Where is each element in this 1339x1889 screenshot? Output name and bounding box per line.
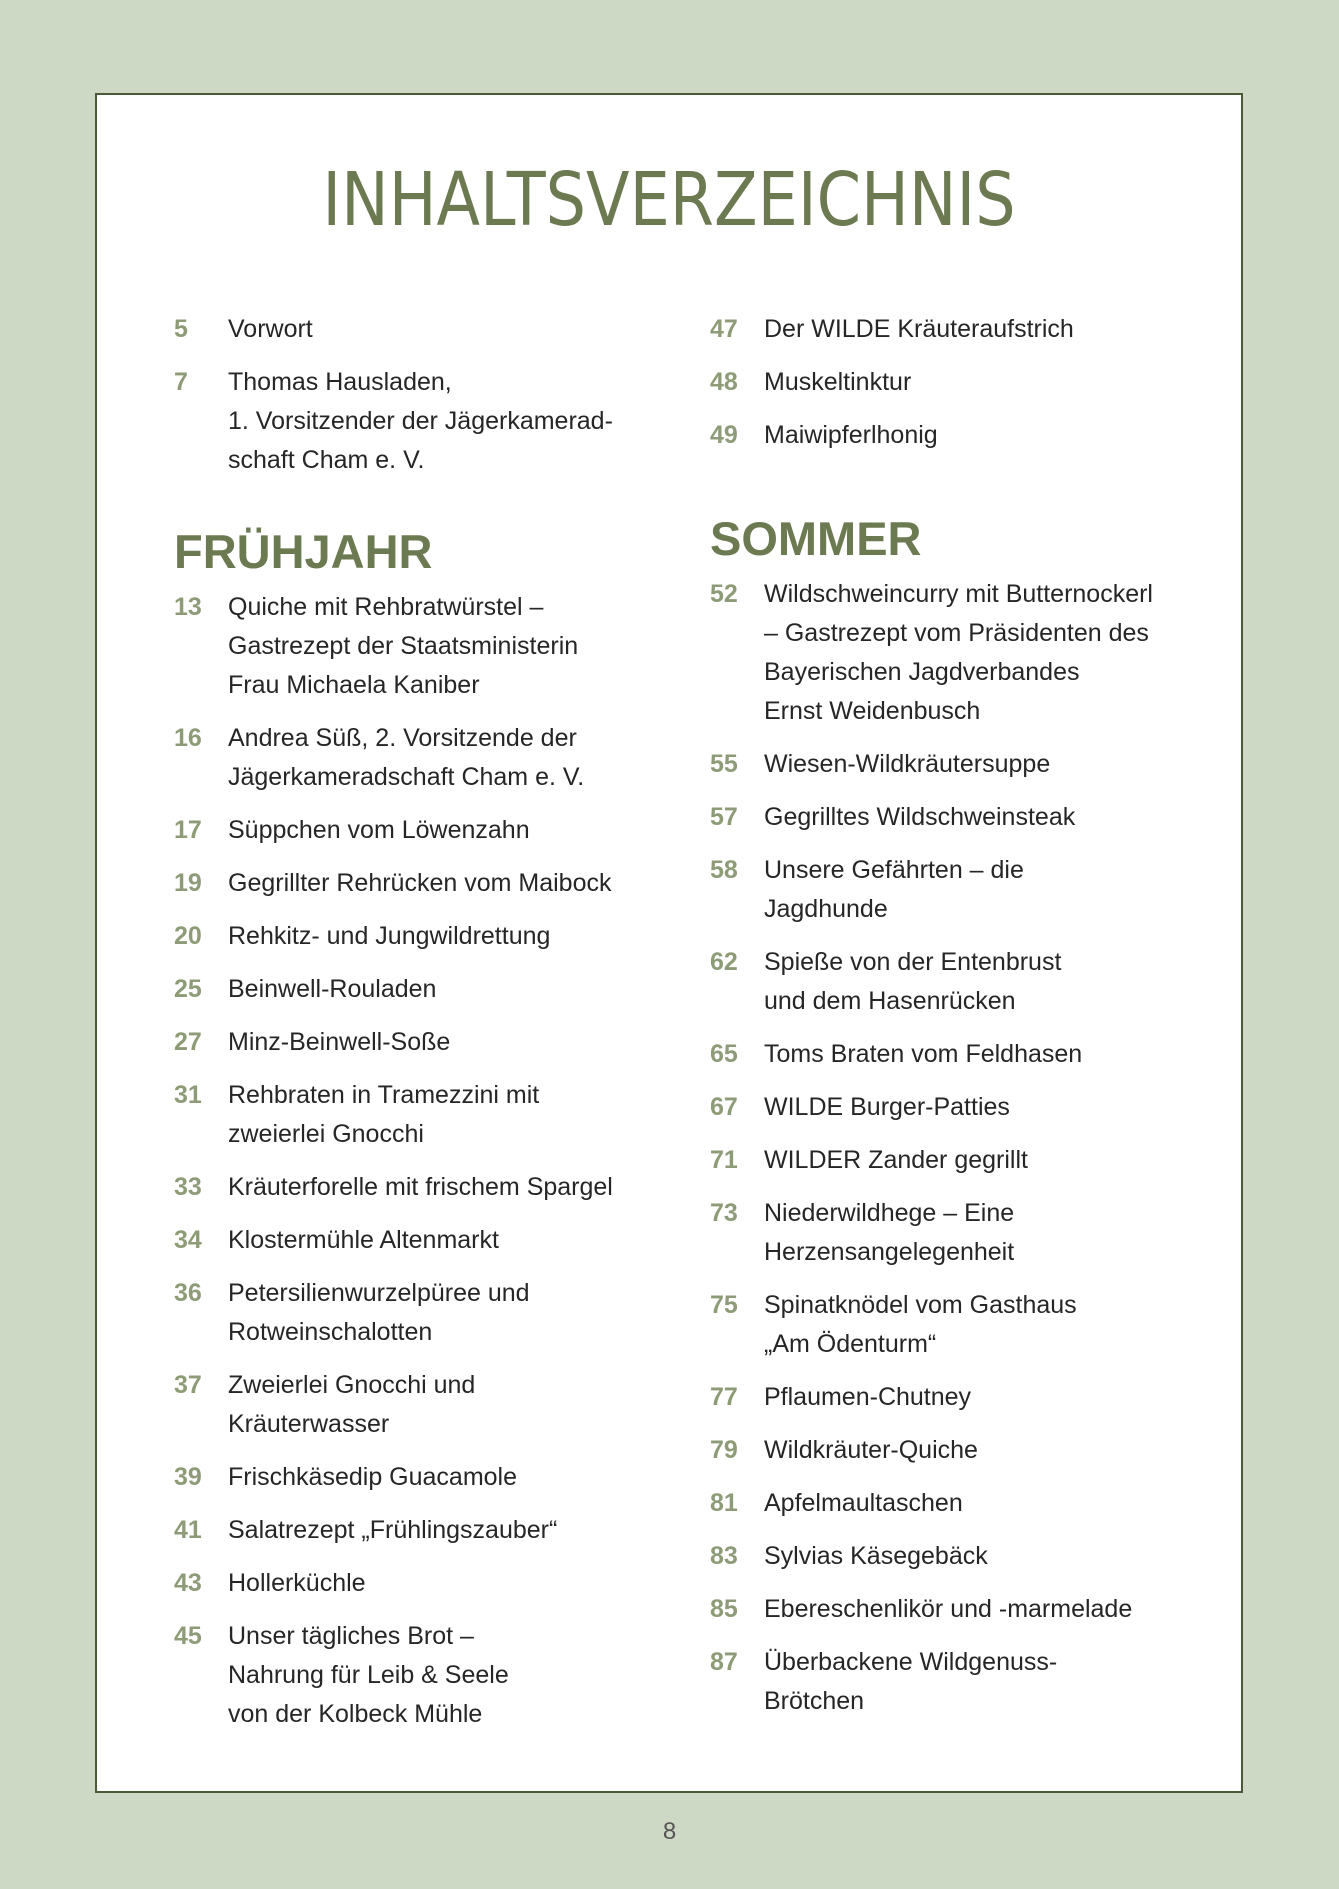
toc-entry xyxy=(710,1643,1190,1721)
toc-page-number: 83 xyxy=(710,1542,738,1570)
toc-entry-title: Gegrilltes Wildschweinsteak xyxy=(764,803,1076,831)
toc-entry-title: Überbackene Wildgenuss- Brötchen xyxy=(764,1648,1058,1715)
toc-entry xyxy=(174,1076,654,1154)
toc-entry-title: Toms Braten vom Feldhasen xyxy=(764,1040,1083,1068)
toc-entry-title: WILDE Burger-Patties xyxy=(764,1093,1010,1121)
toc-entry-title: Apfelmaultaschen xyxy=(764,1489,963,1517)
toc-entry-title: Vorwort xyxy=(228,315,313,343)
toc-entry xyxy=(710,798,1190,837)
toc-entry-title: Wiesen-Wildkräutersuppe xyxy=(764,750,1051,778)
toc-entry-title: Petersilienwurzelpüree und Rotweinschalotten xyxy=(228,1279,530,1346)
toc-page-number: 81 xyxy=(710,1489,738,1517)
toc-page-number: 5 xyxy=(174,315,188,343)
left-intro-list xyxy=(174,310,654,480)
toc-entry-title: Andrea Süß, 2. Vorsitzende der Jägerkameradschaft Cham e. V. xyxy=(228,724,585,791)
toc-entry xyxy=(710,575,1190,731)
toc-page-number: 77 xyxy=(710,1383,738,1411)
toc-entry xyxy=(174,917,654,956)
toc-entry-title: Sylvias Käsegebäck xyxy=(764,1542,988,1570)
toc-page-number: 87 xyxy=(710,1648,738,1676)
toc-entry-title: Wildschweincurry mit Butternockerl – Gastrezept vom Präsidenten des Bayerischen Jagdverbandes Ernst Weidenbusch xyxy=(764,580,1153,725)
toc-page-number: 58 xyxy=(710,856,738,884)
toc-entry xyxy=(710,1141,1190,1180)
toc-entry-title: Süppchen vom Löwenzahn xyxy=(228,816,530,844)
toc-page-number: 16 xyxy=(174,724,202,752)
toc-entry-title: Pflaumen-Chutney xyxy=(764,1383,972,1411)
toc-entry-title: WILDER Zander gegrillt xyxy=(764,1146,1028,1174)
toc-entry-title: Rehkitz- und Jungwildrettung xyxy=(228,922,551,950)
toc-page-number: 45 xyxy=(174,1622,202,1650)
toc-entry-title: Hollerküchle xyxy=(228,1569,366,1597)
toc-entry xyxy=(710,1088,1190,1127)
toc-entry-title: Unser tägliches Brot – Nahrung für Leib & Seele von der Kolbeck Mühle xyxy=(228,1622,509,1728)
toc-entry xyxy=(174,1511,654,1550)
toc-entry xyxy=(174,811,654,850)
toc-entry xyxy=(174,1023,654,1062)
toc-entry xyxy=(710,1431,1190,1470)
toc-page-number: 37 xyxy=(174,1371,202,1399)
toc-entry-title: Niederwildhege – Eine Herzensangelegenheit xyxy=(764,1199,1015,1266)
toc-entry xyxy=(710,1378,1190,1417)
toc-page-number: 49 xyxy=(710,421,738,449)
toc-entry-title: Klostermühle Altenmarkt xyxy=(228,1226,499,1254)
toc-page-number: 34 xyxy=(174,1226,202,1254)
toc-entry xyxy=(710,745,1190,784)
page-title: INHALTSVERZEICHNIS xyxy=(322,157,1016,243)
toc-page-number: 67 xyxy=(710,1093,738,1121)
toc-entry-title: Ebereschenlikör und -marmelade xyxy=(764,1595,1133,1623)
left-column xyxy=(174,310,654,1748)
toc-entry xyxy=(174,719,654,797)
toc-page-number: 75 xyxy=(710,1291,738,1319)
toc-entry-title: Der WILDE Kräuteraufstrich xyxy=(764,315,1074,343)
sommer-list xyxy=(710,575,1190,1721)
toc-page-number: 25 xyxy=(174,975,202,1003)
toc-page-number: 62 xyxy=(710,948,738,976)
toc-entry xyxy=(710,1035,1190,1074)
toc-entry xyxy=(710,1537,1190,1576)
toc-page-number: 39 xyxy=(174,1463,202,1491)
toc-page-number: 43 xyxy=(174,1569,202,1597)
toc-entry xyxy=(710,1286,1190,1364)
toc-entry xyxy=(174,588,654,705)
toc-entry xyxy=(710,310,1190,349)
toc-entry xyxy=(710,1484,1190,1523)
toc-entry xyxy=(174,1366,654,1444)
toc-entry-title: Beinwell-Rouladen xyxy=(228,975,437,1003)
toc-entry-title: Salatrezept „Frühlingszauber“ xyxy=(228,1516,558,1544)
toc-page-number: 33 xyxy=(174,1173,202,1201)
toc-entry xyxy=(710,1194,1190,1272)
toc-entry xyxy=(174,363,654,480)
toc-page-number: 85 xyxy=(710,1595,738,1623)
toc-entry-title: Unsere Gefährten – die Jagdhunde xyxy=(764,856,1024,923)
section-title-fruehjahr: FRÜHJAHR xyxy=(174,525,433,578)
toc-page-number: 36 xyxy=(174,1279,202,1307)
toc-entry xyxy=(174,1617,654,1734)
toc-entry-title: Minz-Beinwell-Soße xyxy=(228,1028,451,1056)
page-number: 8 xyxy=(662,1818,677,1845)
toc-entry xyxy=(174,864,654,903)
toc-entry xyxy=(174,1458,654,1497)
toc-page-number: 13 xyxy=(174,593,202,621)
toc-page-number: 31 xyxy=(174,1081,202,1109)
toc-entry-title: Zweierlei Gnocchi und Kräuterwasser xyxy=(228,1371,476,1438)
toc-page-number: 41 xyxy=(174,1516,202,1544)
toc-page-number: 27 xyxy=(174,1028,202,1056)
toc-entry-title: Maiwipferlhonig xyxy=(764,421,938,449)
toc-entry xyxy=(174,1274,654,1352)
toc-page-number: 79 xyxy=(710,1436,738,1464)
right-column xyxy=(710,310,1190,1735)
toc-page-number: 57 xyxy=(710,803,738,831)
fruehjahr-list xyxy=(174,588,654,1734)
toc-entry xyxy=(710,943,1190,1021)
toc-entry-title: Muskeltinktur xyxy=(764,368,912,396)
toc-page-number: 55 xyxy=(710,750,738,778)
toc-entry xyxy=(710,416,1190,455)
toc-entry-title: Spinatknödel vom Gasthaus „Am Ödenturm“ xyxy=(764,1291,1077,1358)
toc-entry xyxy=(174,1168,654,1207)
toc-page-number: 52 xyxy=(710,580,738,608)
toc-entry xyxy=(174,1564,654,1603)
toc-page-number: 20 xyxy=(174,922,202,950)
toc-entry-title: Spieße von der Entenbrust und dem Hasenrücken xyxy=(764,948,1062,1015)
toc-page-number: 73 xyxy=(710,1199,738,1227)
toc-page-number: 7 xyxy=(174,368,188,396)
toc-entry-title: Thomas Hausladen, 1. Vorsitzender der Jägerkamerad- schaft Cham e. V. xyxy=(228,368,613,474)
toc-page-number: 48 xyxy=(710,368,738,396)
toc-page-number: 47 xyxy=(710,315,738,343)
toc-entry-title: Rehbraten in Tramezzini mit zweierlei Gnocchi xyxy=(228,1081,540,1148)
right-intro-list xyxy=(710,310,1190,455)
toc-entry xyxy=(174,1221,654,1260)
toc-entry xyxy=(710,363,1190,402)
toc-page-number: 17 xyxy=(174,816,202,844)
content-frame xyxy=(95,93,1243,1793)
toc-entry-title: Wildkräuter-Quiche xyxy=(764,1436,978,1464)
toc-page-number: 65 xyxy=(710,1040,738,1068)
section-title-sommer: SOMMER xyxy=(710,512,922,565)
toc-entry xyxy=(174,310,654,349)
toc-entry xyxy=(174,970,654,1009)
toc-page-number: 19 xyxy=(174,869,202,897)
toc-entry-title: Kräuterforelle mit frischem Spargel xyxy=(228,1173,613,1201)
toc-entry-title: Quiche mit Rehbratwürstel – Gastrezept der Staatsministerin Frau Michaela Kaniber xyxy=(228,593,579,699)
toc-entry-title: Gegrillter Rehrücken vom Maibock xyxy=(228,869,612,897)
toc-entry-title: Frischkäsedip Guacamole xyxy=(228,1463,518,1491)
toc-entry xyxy=(710,851,1190,929)
toc-entry xyxy=(710,1590,1190,1629)
toc-page-number: 71 xyxy=(710,1146,738,1174)
